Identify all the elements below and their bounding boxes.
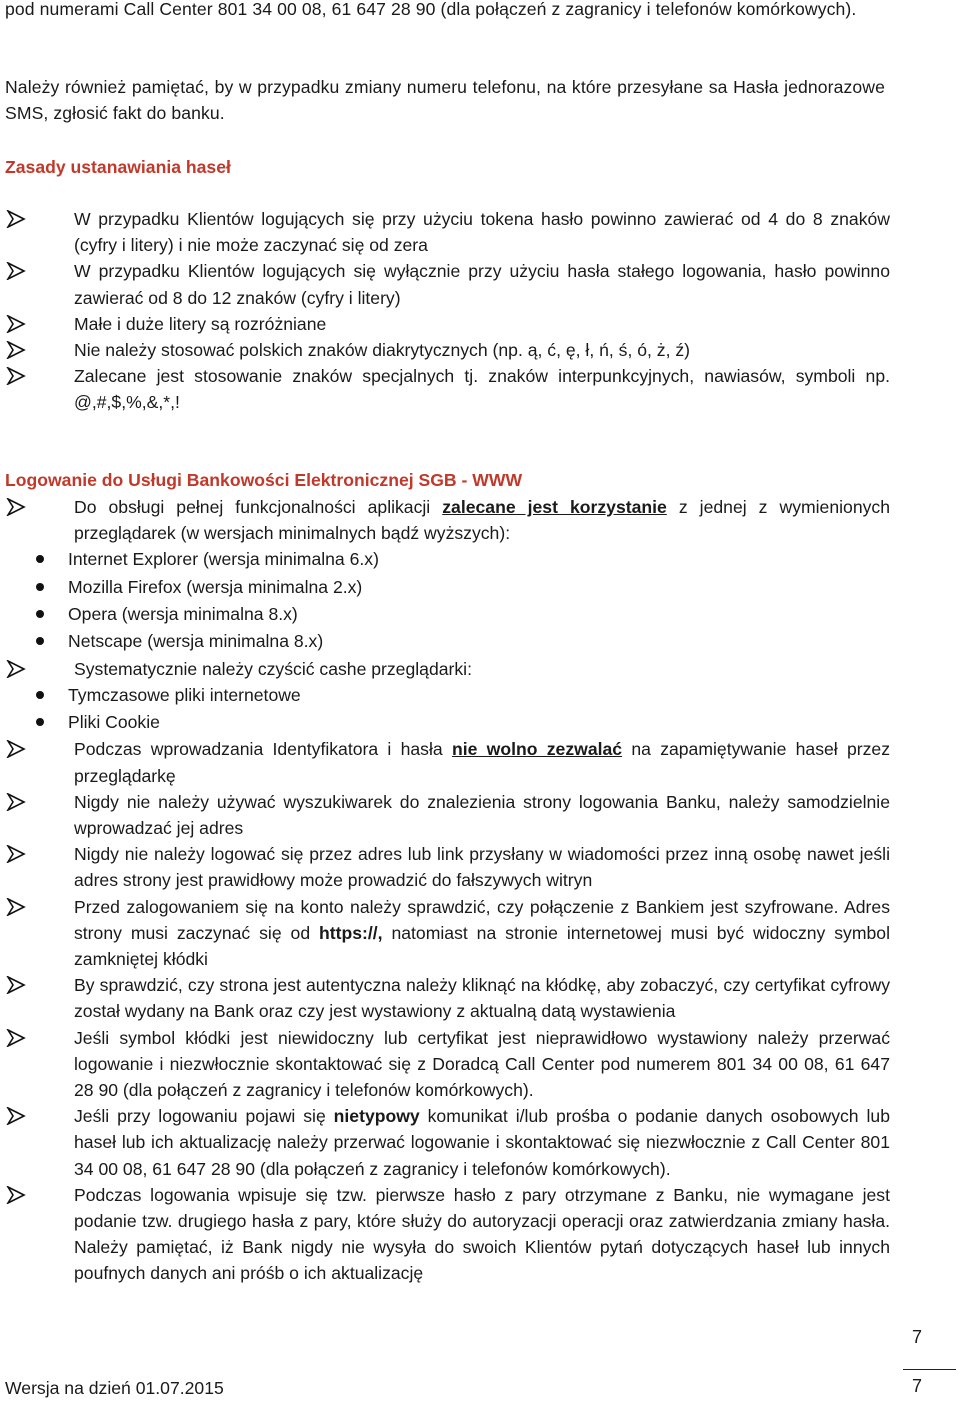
arrow-bullet-icon (6, 262, 26, 280)
list-item-text: Do obsługi pełnej funkcjonalności aplikacji (74, 497, 443, 517)
version-footer: Wersja na dzień 01.07.2015 (5, 1378, 224, 1398)
list-item (0, 736, 890, 788)
login-rules-list (0, 494, 890, 1287)
password-rules-list (0, 206, 890, 416)
arrow-bullet-icon (6, 976, 26, 994)
emphasis-underlined: nie wolno zezwalać (451, 739, 623, 760)
list-item (0, 363, 890, 415)
sub-list-item (0, 628, 890, 655)
arrow-bullet-icon (6, 498, 26, 516)
disc-bullet-icon (36, 555, 44, 563)
sub-list-item (0, 574, 890, 601)
list-item-text: Jeśli przy logowaniu pojawi się (74, 1106, 334, 1127)
page-number-bottom: 7 (912, 1376, 923, 1396)
disc-bullet-icon (36, 691, 44, 699)
disc-bullet-icon (36, 583, 44, 591)
list-item-text: Nigdy nie należy logować się przez adres lub link przysłany w wiadomości przez inną osobę nawet jeśli adres strony jest prawidłowy może prowadzić do fałszywych witryn (74, 844, 890, 891)
arrow-bullet-icon (6, 660, 26, 678)
list-item-text: By sprawdzić, czy strona jest autentyczna należy kliknąć na kłódkę, aby zobaczyć, czy certyfikat cyfrowy został wydany na Bank oraz czy jest wystawiony z aktualną datą wystawienia (74, 975, 890, 1022)
list-item (0, 206, 890, 258)
list-item-text: Przed zalogowaniem się na konto należy sprawdzić, czy połączenie z Bankiem jest szyfrowane. Adres strony musi zaczynać się od (74, 896, 890, 943)
list-item-text: Podczas wprowadzania Identyfikatora i hasła (74, 739, 452, 760)
list-item-text: Nie należy stosować polskich znaków diakrytycznych (np. ą, ć, ę, ł, ń, ś, ó, ż, ź) (74, 340, 691, 361)
arrow-bullet-icon (6, 210, 26, 228)
arrow-bullet-icon (6, 1029, 26, 1047)
list-item (0, 258, 890, 310)
disc-bullet-icon (36, 718, 44, 726)
page-number-divider (903, 1369, 956, 1370)
arrow-bullet-icon (6, 341, 26, 359)
emphasis-bold: nietypowy (333, 1106, 420, 1127)
list-item-cache (0, 656, 890, 737)
sub-list-item-text: Mozilla Firefox (wersja minimalna 2.x) (68, 576, 363, 597)
sub-list-item-text: Tymczasowe pliki internetowe (68, 684, 301, 705)
disc-bullet-icon (36, 637, 44, 645)
sub-list-item-text: Netscape (wersja minimalna 8.x) (68, 631, 324, 652)
list-item-text: W przypadku Klientów logujących się wyłącznie przy użyciu hasła stałego logowania, hasło powinno zawierać od 8 do 12 znaków (cyfry i litery) (74, 261, 890, 308)
list-item-text: komunikat i/lub prośba o podanie danych osobowych lub haseł lub ich aktualizację należy przerwać logowanie i skontaktować się niezwłocznie z Call Center 801 34 00 08, 61 647 28 90 (dla połączeń z zagranicy i telefonów komórkowych). (74, 1106, 890, 1179)
section-heading-login: Logowanie do Usługi Bankowości Elektronicznej SGB - WWW (5, 470, 523, 490)
list-item-text: Zalecane jest stosowanie znaków specjalnych tj. znaków interpunkcyjnych, nawiasów, symboli np. @,#,$,%,&,*,! (74, 366, 890, 413)
list-item (0, 311, 890, 337)
section-heading-password-rules: Zasady ustanawiania haseł (5, 157, 231, 177)
arrow-bullet-icon (6, 793, 26, 811)
list-item (0, 1182, 890, 1287)
list-item (0, 972, 890, 1024)
list-item-text: W przypadku Klientów logujących się przy użyciu tokena hasło powinno zawierać od 4 do 8 znaków (cyfry i litery) i nie może zaczynać się od zera (74, 209, 890, 256)
list-item-text: natomiast na stronie internetowej musi być widoczny symbol zamkniętej kłódki (74, 922, 890, 970)
arrow-bullet-icon (6, 898, 26, 916)
list-item-text: Podczas logowania wpisuje się tzw. pierwsze hasło z pary otrzymane z Banku, nie wymagane jest podanie tzw. drugiego hasła z pary, które służy do autoryzacji operacji oraz zatwierdzania zmiany hasła. Należy pamiętać, iż Bank nigdy nie wysyła do swoich Klientów pytań dotyczących haseł lub innych poufnych danych ani próśb o ich aktualizację (74, 1184, 890, 1284)
list-item (0, 894, 890, 973)
disc-bullet-icon (36, 610, 44, 618)
arrow-bullet-icon (6, 315, 26, 333)
list-item (0, 337, 890, 363)
arrow-bullet-icon (6, 1107, 26, 1125)
arrow-bullet-icon (6, 845, 26, 863)
sub-list-item-text: Internet Explorer (wersja minimalna 6.x) (68, 549, 379, 570)
page-number-top: 7 (912, 1327, 923, 1347)
sub-list-item (0, 546, 890, 573)
arrow-bullet-icon (6, 1186, 26, 1204)
sub-list-item (0, 601, 890, 628)
list-item-text: Nigdy nie należy używać wyszukiwarek do znalezienia strony logowania Banku, należy samodzielnie wprowadzać jej adres (74, 791, 890, 838)
intro-paragraph-2: Należy również pamiętać, by w przypadku zmiany numeru telefonu, na które przesyłane sa Hasła jednorazowe SMS, zgłosić fakt do banku. (5, 77, 885, 123)
list-item-browsers (0, 494, 890, 656)
list-item (0, 1025, 890, 1104)
emphasis-bold: https://, (319, 922, 383, 943)
intro-paragraph-1: pod numerami Call Center 801 34 00 08, 61 647 28 90 (dla połączeń z zagranicy i telefonów komórkowych). (5, 0, 857, 19)
list-item-text: z jednej z wymienionych przeglądarek (w wersjach minimalnych bądź wyższych): (74, 497, 890, 544)
sub-list-item-text: Pliki Cookie (68, 712, 160, 733)
sub-list-item (0, 709, 890, 736)
sub-list-item-text: Opera (wersja minimalna 8.x) (68, 604, 298, 624)
list-item-text: Jeśli symbol kłódki jest niewidoczny lub certyfikat jest nieprawidłowo wystawiony należy przerwać logowanie i niezwłocznie skontaktować się z Doradcą Call Center pod numerem 801 34 00 08, 61 647 28 90 (dla połączeń z zagranicy i telefonów komórkowych). (74, 1027, 890, 1101)
list-item (0, 1103, 890, 1182)
browser-list (0, 546, 890, 655)
list-item-text: Systematycznie należy czyścić cashe przeglądarki: (74, 658, 472, 679)
cache-list (0, 682, 890, 737)
list-item-text: Małe i duże litery są rozróżniane (74, 313, 327, 334)
list-item-text: na zapamiętywanie haseł przez przeglądarkę (74, 739, 890, 786)
list-item (0, 789, 890, 841)
arrow-bullet-icon (6, 740, 26, 758)
sub-list-item (0, 682, 890, 709)
list-item (0, 841, 890, 893)
arrow-bullet-icon (6, 367, 26, 385)
emphasis-underlined: zalecane jest korzystanie (442, 497, 667, 517)
